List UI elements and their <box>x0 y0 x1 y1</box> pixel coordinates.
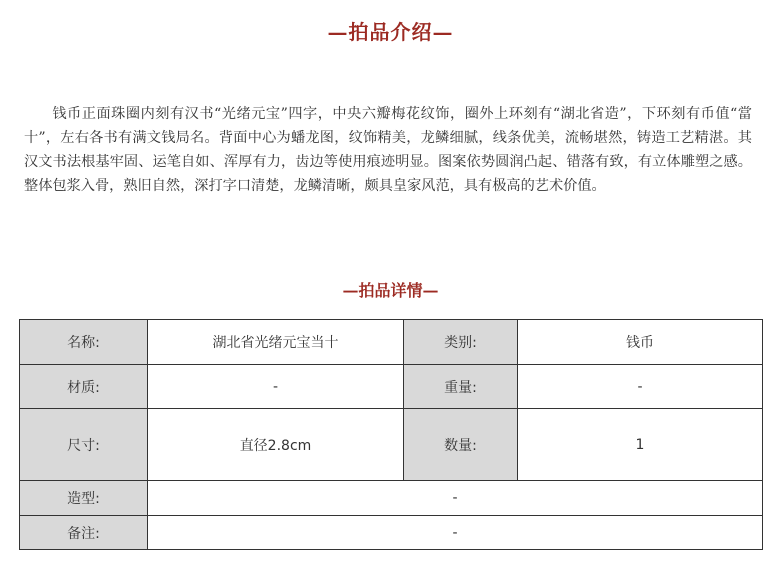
name-label: 名称: <box>20 320 148 365</box>
intro-description: 钱币正面珠圈内刻有汉书“光绪元宝”四字，中央六瓣梅花纹饰，圈外上环刻有“湖北省造”，下环刻有币值“當十”，左右各书有满文钱局名。背面中心为蟠龙图，纹饰精美，龙鳞细腻，线条优美，流畅堪然，铸造工艺精湛。其汉文书法根基牢固、运笔自如、浑厚有力，齿边等使用痕迹明显。图案依势圆润凸起、错落有致，有立体雕塑之感。整体包浆入骨，熟旧自然，深打字口清楚，龙鳞清晰，颇具皇家风范，具有极高的艺术价值。 <box>24 106 752 194</box>
size-label: 尺寸: <box>20 409 148 481</box>
table-row <box>20 516 763 550</box>
name-value: 湖北省光绪元宝当十 <box>148 320 404 365</box>
material-value: - <box>148 365 404 409</box>
shape-value: - <box>148 481 763 516</box>
size-value: 直径2.8cm <box>148 409 404 481</box>
remarks-label: 备注: <box>20 516 148 550</box>
category-value: 钱币 <box>518 320 763 365</box>
quantity-value: 1 <box>518 409 763 481</box>
table-row <box>20 365 763 409</box>
shape-label: 造型: <box>20 481 148 516</box>
intro-section-title: —拍品介绍— <box>327 20 454 44</box>
table-row <box>20 481 763 516</box>
table-row <box>20 320 763 365</box>
category-label: 类别: <box>404 320 518 365</box>
table-row <box>20 409 763 481</box>
remarks-value: - <box>148 516 763 550</box>
weight-value: - <box>518 365 763 409</box>
material-label: 材质: <box>20 365 148 409</box>
details-table <box>19 319 763 550</box>
details-section-title: —拍品详情— <box>342 281 439 300</box>
weight-label: 重量: <box>404 365 518 409</box>
quantity-label: 数量: <box>404 409 518 481</box>
